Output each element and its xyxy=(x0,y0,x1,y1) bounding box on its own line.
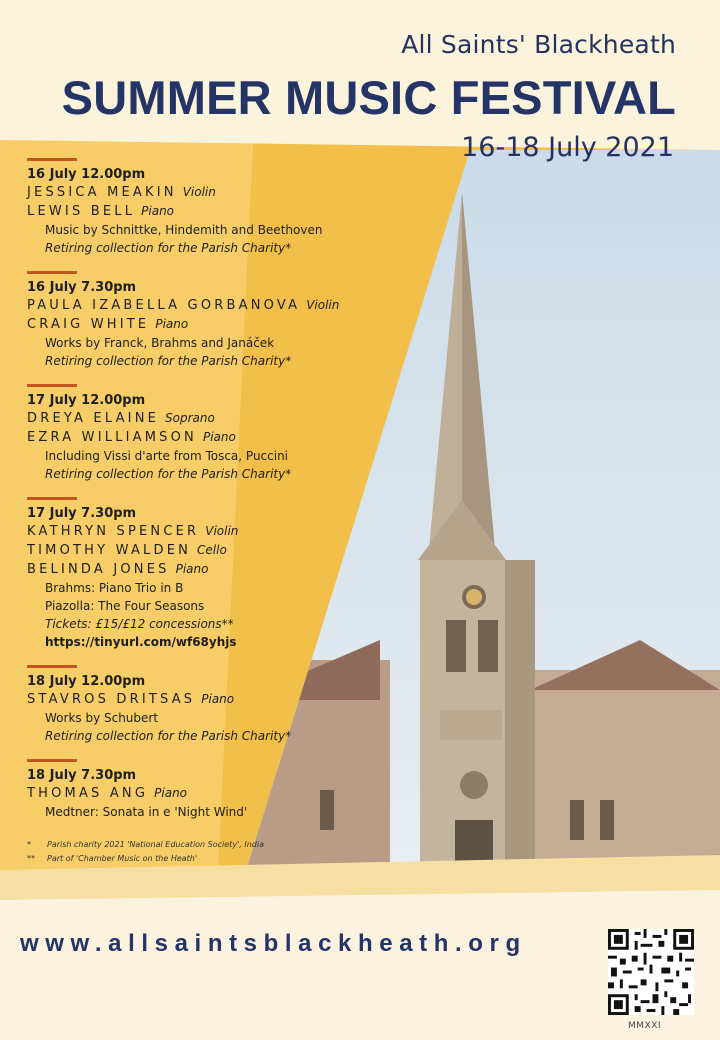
event-time: 17 July 7.30pm xyxy=(27,506,137,521)
performer xyxy=(27,541,357,560)
performer-instrument: Piano xyxy=(175,562,209,576)
performer-instrument: Piano xyxy=(155,317,189,331)
performer-instrument: Piano xyxy=(201,692,235,706)
performer-name: EZRA WILLIAMSON xyxy=(27,430,197,445)
performer xyxy=(27,784,357,803)
event-note: Retiring collection for the Parish Charity* xyxy=(45,354,292,368)
performer-name: STAVROS DRITSAS xyxy=(27,692,196,707)
event-note: Retiring collection for the Parish Charity* xyxy=(45,729,292,743)
footnote xyxy=(27,838,264,852)
event-time: 16 July 12.00pm xyxy=(27,167,146,182)
footnote-text: Parish charity 2021 'National Education Society', India xyxy=(47,840,264,849)
event-time: 18 July 7.30pm xyxy=(27,768,137,783)
event-5 xyxy=(27,665,357,745)
performer xyxy=(27,202,357,221)
divider xyxy=(27,271,77,274)
performer xyxy=(27,409,357,428)
event-6 xyxy=(27,759,357,821)
performer xyxy=(27,296,357,315)
performer-name: LEWIS BELL xyxy=(27,204,136,219)
qr-code-icon[interactable] xyxy=(608,929,694,1015)
event-time: 18 July 12.00pm xyxy=(27,674,146,689)
footnotes xyxy=(27,838,264,866)
event-time: 16 July 7.30pm xyxy=(27,280,137,295)
festival-title: SUMMER MUSIC FESTIVAL xyxy=(61,71,676,124)
performer xyxy=(27,522,357,541)
website-link[interactable]: www.allsaintsblackheath.org xyxy=(20,930,527,957)
event-detail: Brahms: Piano Trio in B xyxy=(45,581,184,595)
event-time: 17 July 12.00pm xyxy=(27,393,146,408)
performer-instrument: Piano xyxy=(154,786,188,800)
performer-name: JESSICA MEAKIN xyxy=(27,185,177,200)
festival-dates: 16-18 July 2021 xyxy=(461,132,674,163)
event-detail: Medtner: Sonata in e 'Night Wind' xyxy=(45,805,248,819)
event-3 xyxy=(27,384,357,483)
performer-instrument: Cello xyxy=(197,543,227,557)
divider xyxy=(27,759,77,762)
event-detail: Works by Schubert xyxy=(45,711,159,725)
event-2 xyxy=(27,271,357,370)
program-list xyxy=(27,158,357,835)
divider xyxy=(27,497,77,500)
performer-instrument: Soprano xyxy=(165,411,215,425)
performer-instrument: Piano xyxy=(141,204,175,218)
performer-name: PAULA IZABELLA GORBANOVA xyxy=(27,298,301,313)
performer-instrument: Piano xyxy=(202,430,236,444)
performer-name: KATHRYN SPENCER xyxy=(27,524,200,539)
divider xyxy=(27,665,77,668)
event-4 xyxy=(27,497,357,651)
performer xyxy=(27,690,357,709)
event-note: Retiring collection for the Parish Charity* xyxy=(45,241,292,255)
divider xyxy=(27,384,77,387)
performer-name: CRAIG WHITE xyxy=(27,317,150,332)
performer xyxy=(27,428,357,447)
event-detail: Piazolla: The Four Seasons xyxy=(45,599,205,613)
performer-name: THOMAS ANG xyxy=(27,786,149,801)
footnote-mark: * xyxy=(27,840,31,849)
performer-instrument: Violin xyxy=(306,298,340,312)
ticket-link[interactable]: https://tinyurl.com/wf68yhjs xyxy=(45,635,237,649)
performer xyxy=(27,183,357,202)
event-detail: Including Vissi d'arte from Tosca, Puccini xyxy=(45,449,289,463)
year-mark: MMXXI xyxy=(628,1021,662,1031)
performer xyxy=(27,560,357,579)
performer-instrument: Violin xyxy=(205,524,239,538)
performer-instrument: Violin xyxy=(182,185,216,199)
event-note: Retiring collection for the Parish Charity* xyxy=(45,467,292,481)
footnote-text: Part of 'Chamber Music on the Heath' xyxy=(47,854,198,863)
event-1 xyxy=(27,158,357,257)
footnote xyxy=(27,852,264,866)
divider xyxy=(27,158,77,161)
footnote-mark: ** xyxy=(27,854,35,863)
header xyxy=(401,30,676,59)
venue-subtitle: All Saints' Blackheath xyxy=(401,30,676,59)
performer-name: DREYA ELAINE xyxy=(27,411,160,426)
ticket-note: Tickets: £15/£12 concessions** xyxy=(45,617,234,631)
event-detail: Works by Franck, Brahms and Janáček xyxy=(45,336,275,350)
performer-name: TIMOTHY WALDEN xyxy=(27,543,192,558)
performer-name: BELINDA JONES xyxy=(27,562,170,577)
performer xyxy=(27,315,357,334)
event-detail: Music by Schnittke, Hindemith and Beethoven xyxy=(45,223,323,237)
